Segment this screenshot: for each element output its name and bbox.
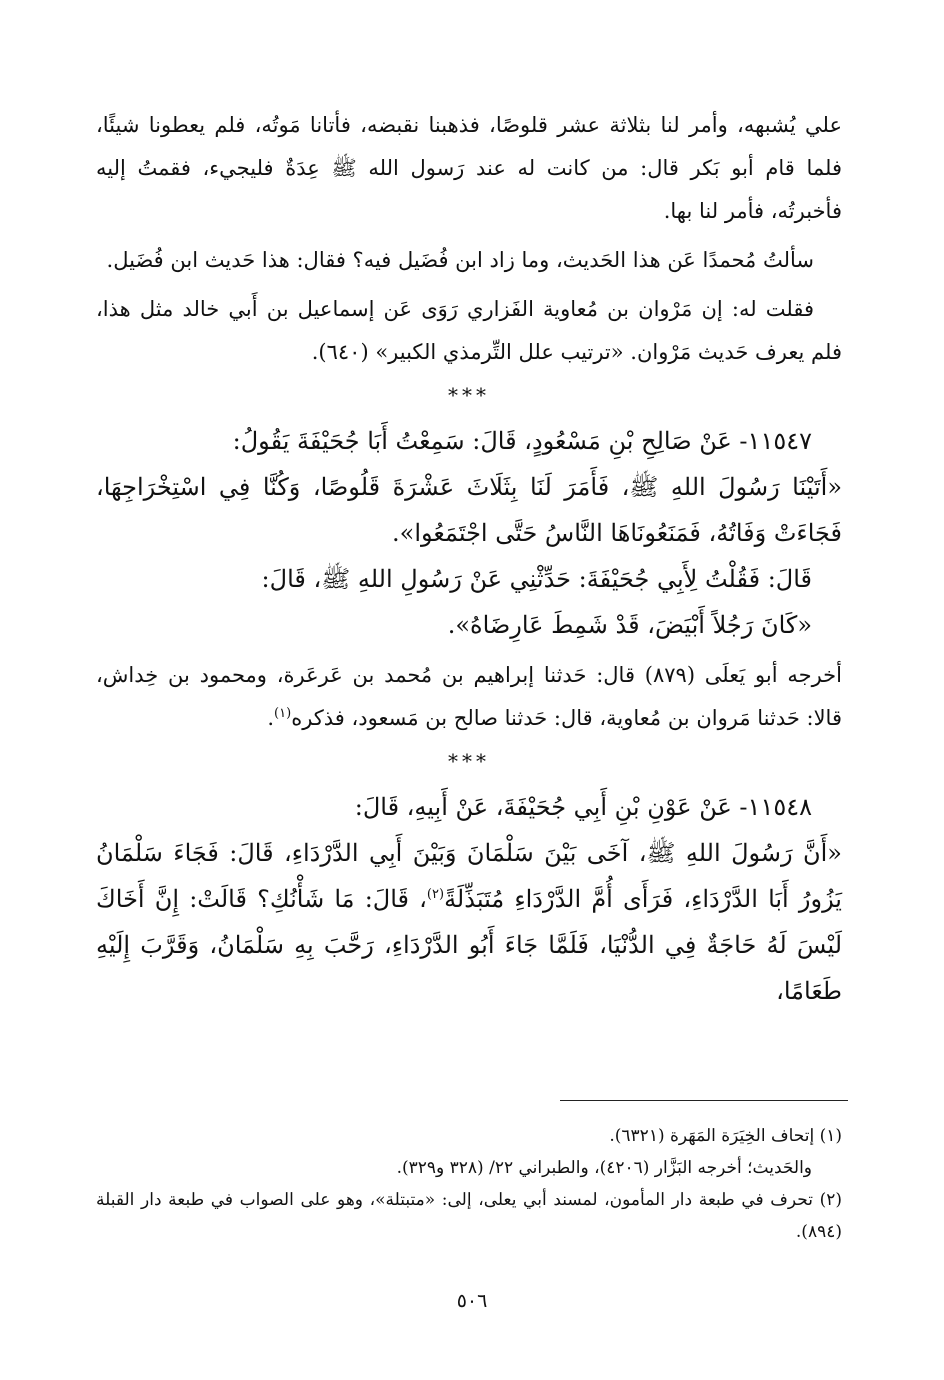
takhrij-paragraph	[96, 654, 842, 740]
footnote-divider	[560, 1100, 848, 1101]
footnote-1-continuation: والحَديث؛ أخرجه البَزَّار (٤٢٠٦)، والطبراني ٢٢/ (٣٢٨ و٣٢٩).	[396, 1158, 812, 1178]
section-separator: ***	[448, 749, 490, 773]
hadith-11548-text-part2: ، قَالَ: مَا شَأْنُكِ؟ قَالَتْ: إِنَّ أَخَاكَ لَيْسَ لَهُ حَاجَةٌ فِي الدُّنْيَا، فَلَمَّا جَاءَ أَبُو الدَّرْدَاءِ، رَحَّبَ بِهِ سَلْمَانُ، وَقَرَّبَ إِلَيْهِ طَعَامًا،	[96, 885, 843, 1005]
paragraph-question: سألتُ مُحمدًا عَن هذا الحَديث، وما زاد ابن فُضَيل فيه؟ فقال: هذا حَديث ابن فُضَيل.	[106, 248, 814, 272]
hadith-11548-intro: ١١٥٤٨- عَنْ عَوْنِ بْنِ أَبِي جُحَيْفَةَ، عَنْ أَبِيهِ، قَالَ:	[354, 793, 812, 821]
footnote-1: (١) إتحاف الخِيَرَة المَهَرة (٦٣٢١).	[609, 1126, 842, 1146]
hadith-11548-text-part1: «أَنَّ رَسُولَ اللهِ ﷺ، آخَى بَيْنَ سَلْمَانَ وَبَيْنَ أَبِي الدَّرْدَاءِ، قَالَ: فَجَاءَ سَلْمَانُ يَزُورُ أَبَا الدَّرْدَاءِ، فَرَأَى أُمَّ الدَّرْدَاءِ مُتَبَذِّلَةً	[96, 839, 842, 913]
footnote-ref-1[interactable]: (١)	[274, 706, 292, 721]
page-body	[96, 104, 842, 1014]
hadith-11547-answer: «كَانَ رَجُلاً أَبْيَضَ، قَدْ شَمِطَ عَارِضَاهُ».	[447, 611, 812, 639]
hadith-11547-intro: ١١٥٤٧- عَنْ صَالِحِ بْنِ مَسْعُودٍ، قَالَ: سَمِعْتُ أَبَا جُحَيْفَةَ يَقُولُ:	[232, 427, 812, 455]
footnote-2: (٢) تحرف في طبعة دار المأمون، لمسند أبي يعلى، إلى: «متبتلة»، وهو على الصواب في طبعة دار القبلة (٨٩٤).	[96, 1190, 842, 1242]
hadith-11548-text	[96, 830, 842, 1014]
paragraph-reply: فقلت له: إن مَرْوان بن مُعاوية الفَزاري رَوَى عَن إسماعيل بن أَبي خالد مثل هذا، فلم يعرف حَديث مَرْوان. «ترتيب علل التِّرمذي الكبير» (٦٤٠).	[96, 297, 842, 364]
hadith-11547-text: «أَتَيْنَا رَسُولَ اللهِ ﷺ، فَأَمَرَ لَنَا بِثَلَاثَ عَشْرَةَ قَلُوصًا، وَكُنَّا فِي اسْتِخْرَاجِهَا، فَجَاءَتْ وَفَاتُهُ، فَمَنَعُونَاهَا النَّاسُ حَتَّى اجْتَمَعُوا».	[96, 473, 843, 547]
footnotes	[96, 1120, 842, 1248]
paragraph-continuation: علي يُشبهه، وأمر لنا بثلاثة عشر قلوصًا، فذهبنا نقبضه، فأتانا مَوتُه، فلم يعطونا شيئًا، فلما قام أبو بَكر قال: من كانت له عند رَسول الله ﷺ عِدَةٌ فليجيء، فقمتُ إليه فأخبرتُه، فأمر لنا بها.	[96, 113, 842, 223]
section-separator: ***	[448, 383, 490, 407]
footnote-ref-2[interactable]: (٢)	[426, 887, 445, 902]
hadith-11547-question: قَالَ: فَقُلْتُ لِأَبِي جُحَيْفَةَ: حَدِّثْنِي عَنْ رَسُولِ اللهِ ﷺ، قَالَ:	[261, 565, 812, 593]
takhrij-text: أخرجه أبو يَعلَى (٨٧٩) قال: حَدثنا إبراهيم بن مُحمد بن عَرعَرة، ومحمود بن خِداش، قالا: حَدثنا مَروان بن مُعاوية، قال: حَدثنا صالح بن مَسعود، فذكره	[96, 663, 842, 730]
page-number: ٥٠٦	[456, 1290, 488, 1312]
takhrij-end: .	[267, 706, 275, 730]
